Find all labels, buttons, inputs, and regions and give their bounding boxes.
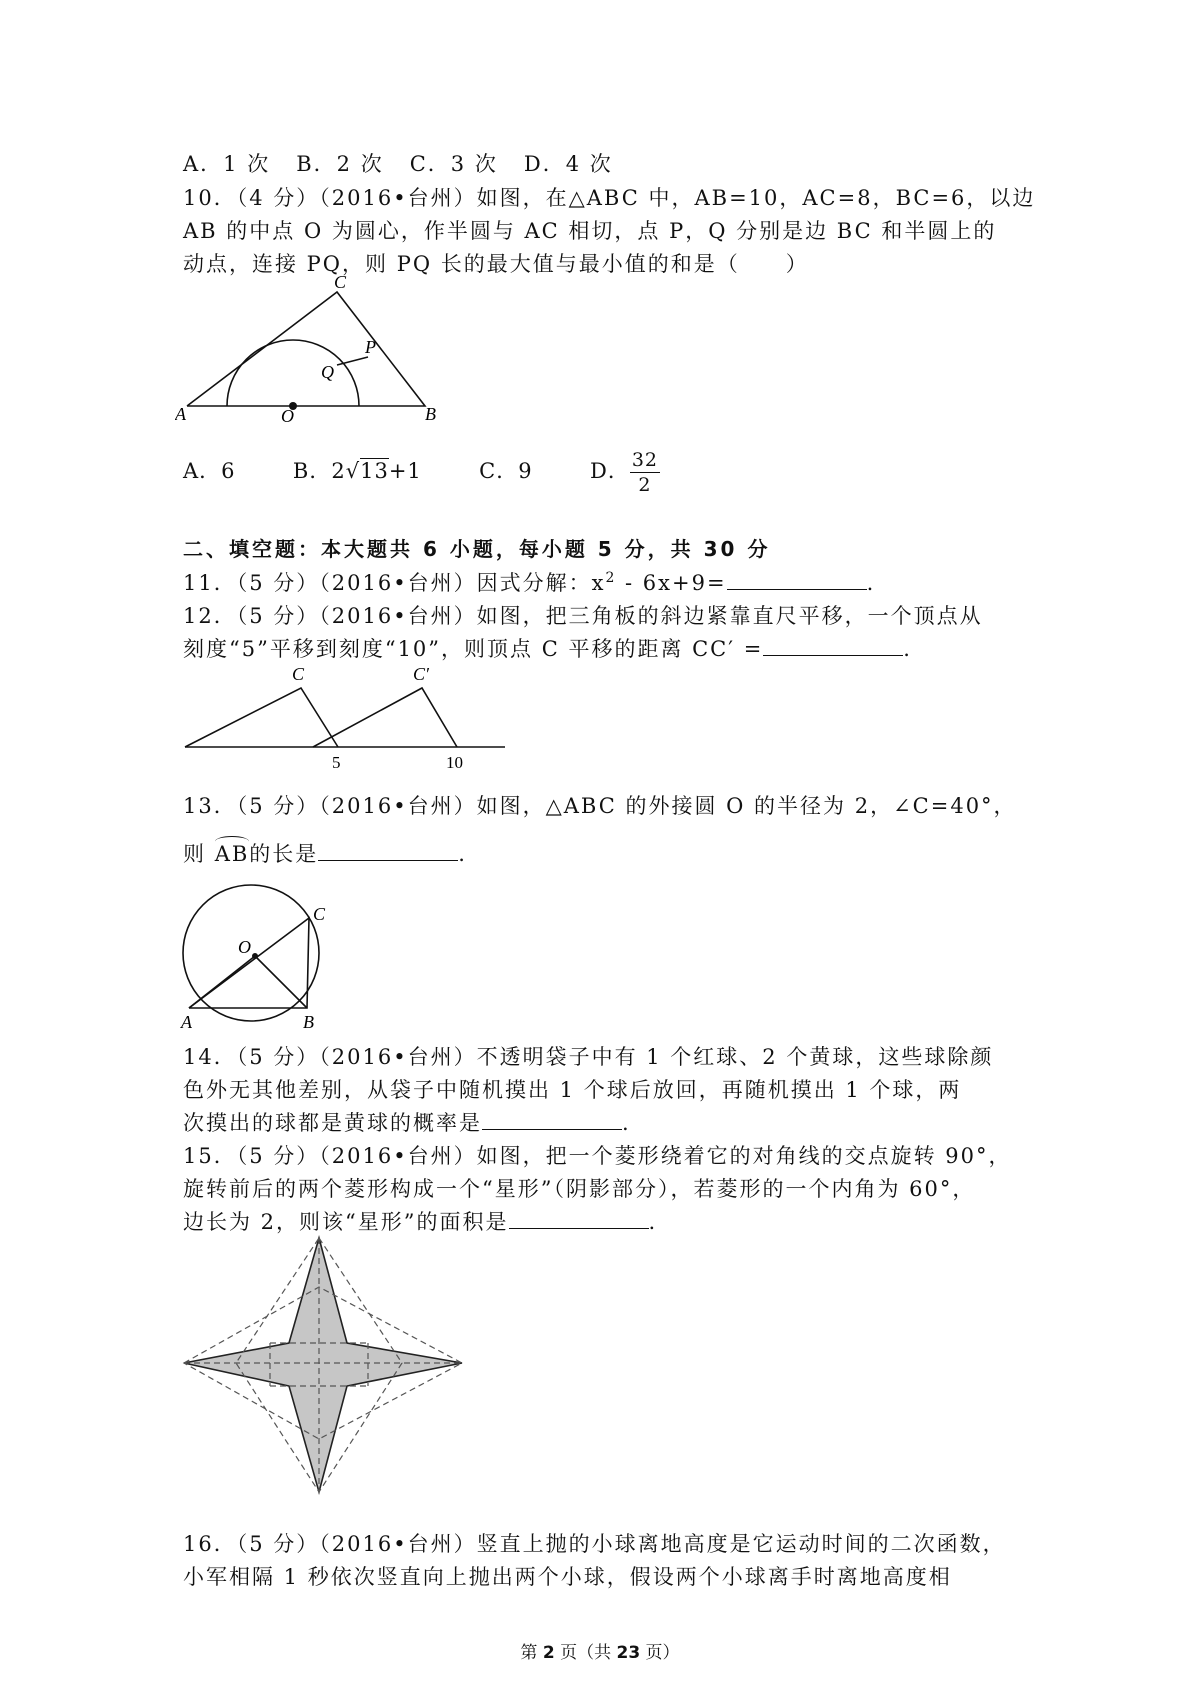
q11-end: .: [866, 571, 876, 595]
q12-answer-blank: [763, 635, 903, 656]
q10-option-d-fraction: [630, 448, 660, 497]
q13-label-c: C: [313, 904, 326, 924]
q11-line: [183, 567, 875, 597]
footer-mid: 页（共: [554, 1643, 617, 1663]
q15-answer-blank: [509, 1208, 649, 1229]
page-footer: [0, 1638, 1200, 1663]
q9-option-a: A．1 次: [183, 152, 271, 176]
footer-page-number: 2: [542, 1643, 555, 1663]
q15-line-2: 旋转前后的两个菱形构成一个“星形”（阴影部分），若菱形的一个内角为 60°，: [183, 1177, 976, 1201]
q10-option-d-den: 2: [638, 474, 652, 496]
q12-text: 刻度“5”平移到刻度“10”，则顶点 C 平移的距离 CC′ =: [183, 637, 764, 661]
q12-figure: [175, 660, 515, 775]
q10-options: [183, 448, 660, 497]
q13-post: 的长是: [249, 842, 319, 866]
q14-line-1: 14．（5 分）（2016•台州）不透明袋子中有 1 个红球、2 个黄球，这些球除颜: [183, 1045, 994, 1069]
q13-line-1: 13．（5 分）（2016•台州）如图，△ABC 的外接圆 O 的半径为 2，∠C=40°，: [183, 794, 1017, 818]
q10-label-b: B: [425, 404, 436, 422]
q15-text: 边长为 2，则该“星形”的面积是: [183, 1210, 509, 1234]
q10-label-q: Q: [321, 362, 334, 382]
q14-line-3: [183, 1107, 631, 1137]
q10-option-c: C．9: [479, 459, 533, 483]
q13-label-o: O: [238, 937, 251, 957]
q10-option-a: A．6: [183, 459, 236, 483]
q14-text: 次摸出的球都是黄球的概率是: [183, 1111, 482, 1135]
q13-label-a: A: [181, 1012, 192, 1032]
q9-option-d: D．4 次: [523, 152, 613, 176]
q16-line-2: 小军相隔 1 秒依次竖直向上抛出两个小球，假设两个小球离手时离地高度相: [183, 1565, 952, 1589]
q13-arc-ab: AB: [214, 842, 250, 866]
q12-line-1: 12．（5 分）（2016•台州）如图，把三角板的斜边紧靠直尺平移，一个顶点从: [183, 604, 983, 628]
section-2-heading: 二、填空题：本大题共 6 小题，每小题 5 分，共 30 分: [183, 537, 771, 561]
q13-pre: 则: [183, 842, 215, 866]
q10-option-d-num: 32: [631, 449, 659, 471]
q15-line-1: 15．（5 分）（2016•台州）如图，把一个菱形绕着它的对角线的交点旋转 90°，: [183, 1144, 1012, 1168]
q13-answer-blank: [318, 840, 458, 861]
q15-end: .: [648, 1210, 658, 1234]
sqrt-symbol: √13: [345, 459, 389, 483]
q10-option-b: [293, 459, 430, 483]
q10-label-p: P: [365, 337, 376, 357]
q11-superscript: 2: [605, 570, 617, 586]
q16-line-1: 16．（5 分）（2016•台州）竖直上抛的小球离地高度是它运动时间的二次函数，: [183, 1532, 1006, 1556]
footer-total-pages: 23: [616, 1643, 641, 1663]
q14-line-2: 色外无其他差别，从袋子中随机摸出 1 个球后放回，再随机摸出 1 个球，两: [183, 1078, 962, 1102]
q15-star-figure: [180, 1235, 470, 1510]
q12-tick-5: 5: [332, 753, 341, 772]
q13-line-2: [183, 838, 467, 868]
q10-label-o: O: [281, 406, 294, 422]
q14-answer-blank: [482, 1109, 622, 1130]
q12-label-c: C: [292, 664, 305, 684]
q10-label-a: A: [175, 404, 186, 422]
q9-option-c: C．3 次: [409, 152, 498, 176]
q10-option-b-suffix: +1: [388, 459, 422, 483]
q13-label-b: B: [303, 1012, 314, 1032]
q11-prefix: 11．（5 分）（2016•台州）因式分解：x: [183, 571, 606, 595]
q15-line-3: [183, 1206, 657, 1236]
q12-label-c-prime: C′: [413, 664, 429, 684]
q11-rest: - 6x+9=: [616, 571, 727, 595]
q12-line-2: [183, 633, 912, 663]
q10-figure: [175, 272, 455, 422]
q12-tick-10: 10: [446, 753, 463, 772]
q13-end: .: [458, 842, 467, 866]
q10-line-2: AB 的中点 O 为圆心，作半圆与 AC 相切，点 P，Q 分别是边 BC 和半圆上的: [183, 219, 997, 243]
q12-end: .: [903, 637, 912, 661]
q14-end: .: [622, 1111, 631, 1135]
q10-option-d-prefix: D．: [589, 459, 630, 483]
q10-line-1: 10．（4 分）（2016•台州）如图，在△ABC 中，AB=10，AC=8，BC=6，以边: [183, 186, 1036, 210]
q10-line-3: 动点，连接 PQ，则 PQ 长的最大值与最小值的和是（ ）: [183, 252, 809, 276]
footer-post: 页）: [640, 1643, 680, 1663]
q11-answer-blank: [727, 569, 867, 590]
q10-option-b-prefix: B．2: [292, 459, 346, 483]
q9-options: [183, 148, 613, 178]
q9-option-b: B．2 次: [296, 152, 384, 176]
footer-pre: 第: [520, 1643, 543, 1663]
q10-option-b-radicand: 13: [360, 459, 389, 483]
q13-figure: [175, 880, 355, 1035]
q10-label-c: C: [334, 272, 347, 292]
